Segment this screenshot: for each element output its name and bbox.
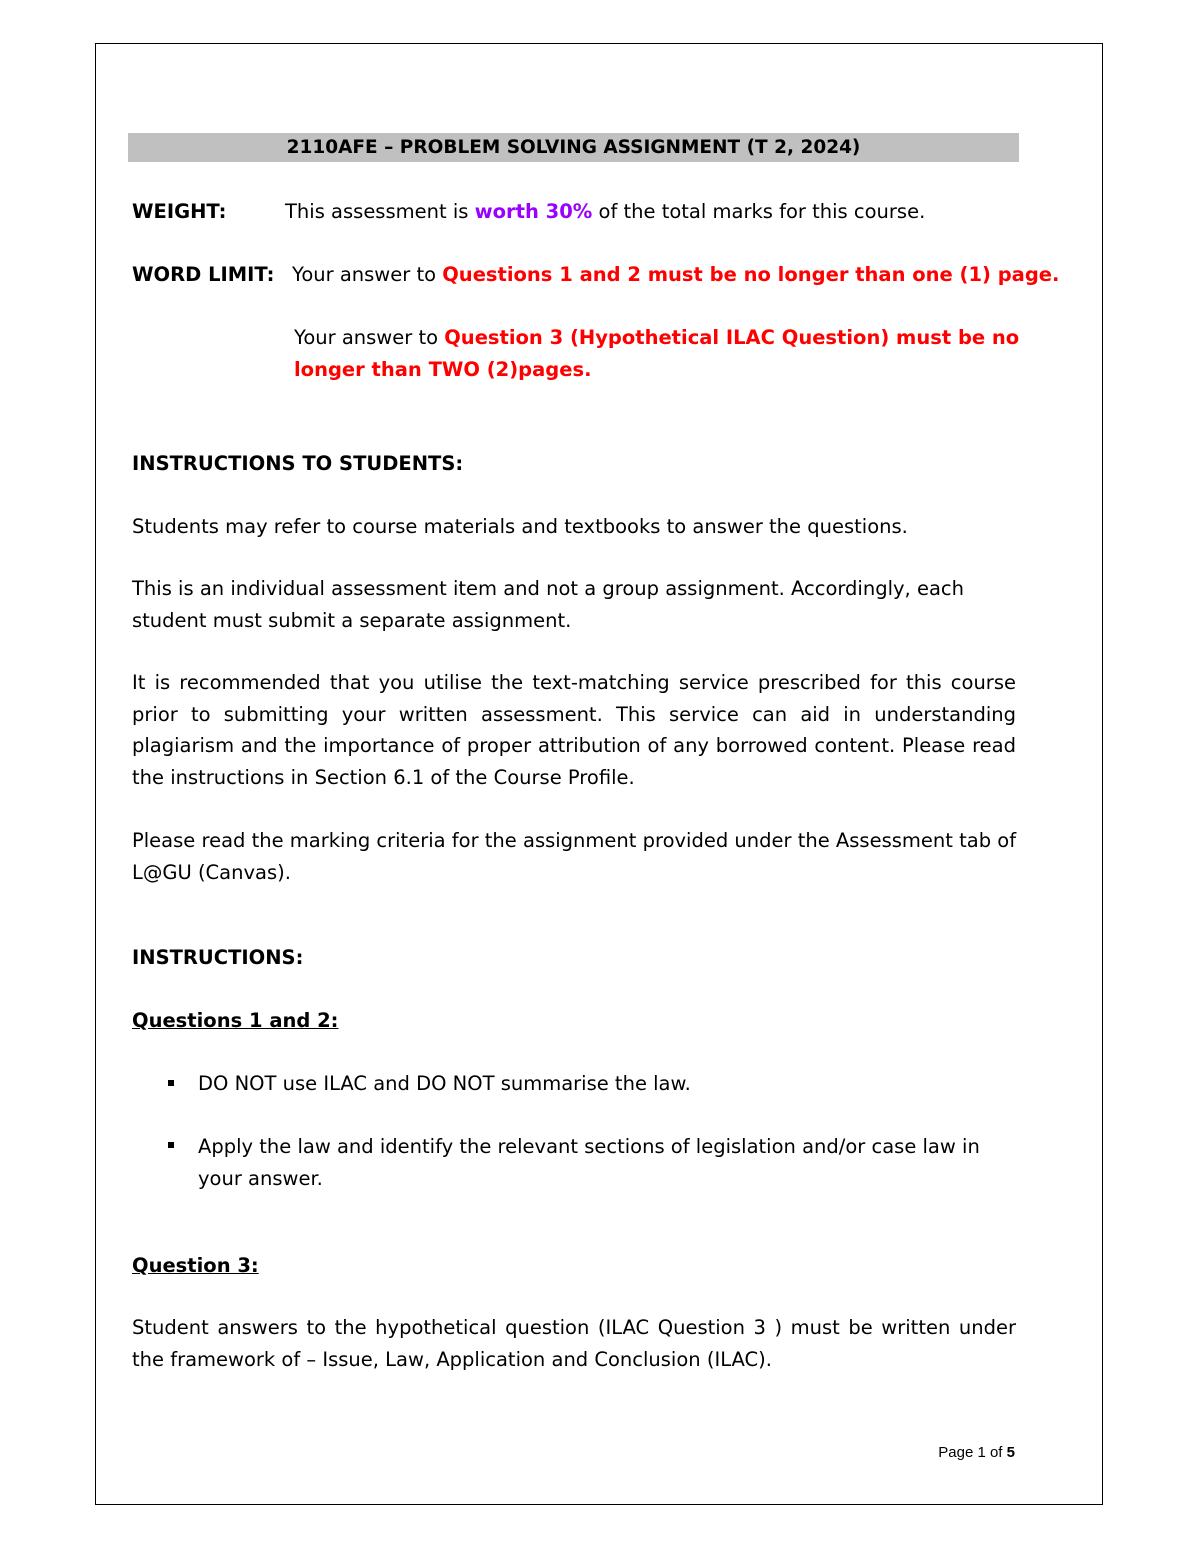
page-total: 5 — [1006, 1444, 1015, 1461]
word-limit-line2-before: Your answer to — [294, 326, 445, 349]
word-limit-line1 — [292, 259, 1059, 290]
instructions-heading: INSTRUCTIONS: — [132, 946, 304, 969]
word-limit-label: WORD LIMIT: — [132, 263, 275, 286]
bullet-item-2: Apply the law and identify the relevant sections of legislation and/or case law in your answer. — [198, 1135, 980, 1190]
word-limit-line2-highlight-a: Question 3 (Hypothetical ILAC Question) must be no — [444, 326, 1020, 349]
word-limit-line2 — [294, 322, 1019, 385]
question-3-text: Student answers to the hypothetical question (ILAC Question 3 ) must be written under the framework of – Issue, Law, Application and Conclusion (ILAC). — [132, 1316, 1016, 1371]
weight-text — [285, 196, 925, 227]
instructions-paragraph-2: This is an individual assessment item and not a group assignment. Accordingly, each student must submit a separate assignment. — [132, 577, 964, 632]
word-limit-line1-before: Your answer to — [292, 263, 443, 286]
weight-highlight: worth 30% — [474, 200, 593, 223]
page-prefix: Page — [938, 1444, 978, 1461]
weight-row — [132, 196, 226, 227]
question-3-heading: Question 3: — [132, 1254, 259, 1277]
weight-text-before: This assessment is — [285, 200, 475, 223]
bullet-square-icon — [168, 1142, 174, 1148]
document-title: 2110AFE – PROBLEM SOLVING ASSIGNMENT (T 2, 2024) — [128, 133, 1019, 162]
page-number — [938, 1444, 1015, 1461]
weight-label: WEIGHT: — [132, 200, 227, 223]
questions-1-2-heading: Questions 1 and 2: — [132, 1009, 339, 1032]
instructions-paragraph-4: Please read the marking criteria for the assignment provided under the Assessment tab of L@GU (Canvas). — [132, 829, 1017, 884]
bullet-square-icon — [168, 1080, 174, 1086]
word-limit-line2-highlight-b: longer than TWO (2)pages. — [294, 357, 592, 381]
word-limit-line1-highlight: Questions 1 and 2 must be no longer than one (1) page. — [442, 263, 1060, 286]
instructions-paragraph-1: Students may refer to course materials and textbooks to answer the questions. — [132, 515, 908, 538]
instructions-paragraph-3: It is recommended that you utilise the text-matching service prescribed for this course prior to submitting your written assessment. This service can aid in understanding plagiarism and the importance of proper attribution of any borrowed content. Please read the instructions in Section 6.1 of the Course Profile. — [132, 671, 1016, 789]
page-of: of — [985, 1444, 1007, 1461]
weight-text-after: of the total marks for this course. — [592, 200, 926, 223]
instructions-to-students-heading: INSTRUCTIONS TO STUDENTS: — [132, 452, 464, 475]
bullet-item-1: DO NOT use ILAC and DO NOT summarise the law. — [198, 1072, 691, 1095]
page-current: 1 — [977, 1444, 986, 1461]
